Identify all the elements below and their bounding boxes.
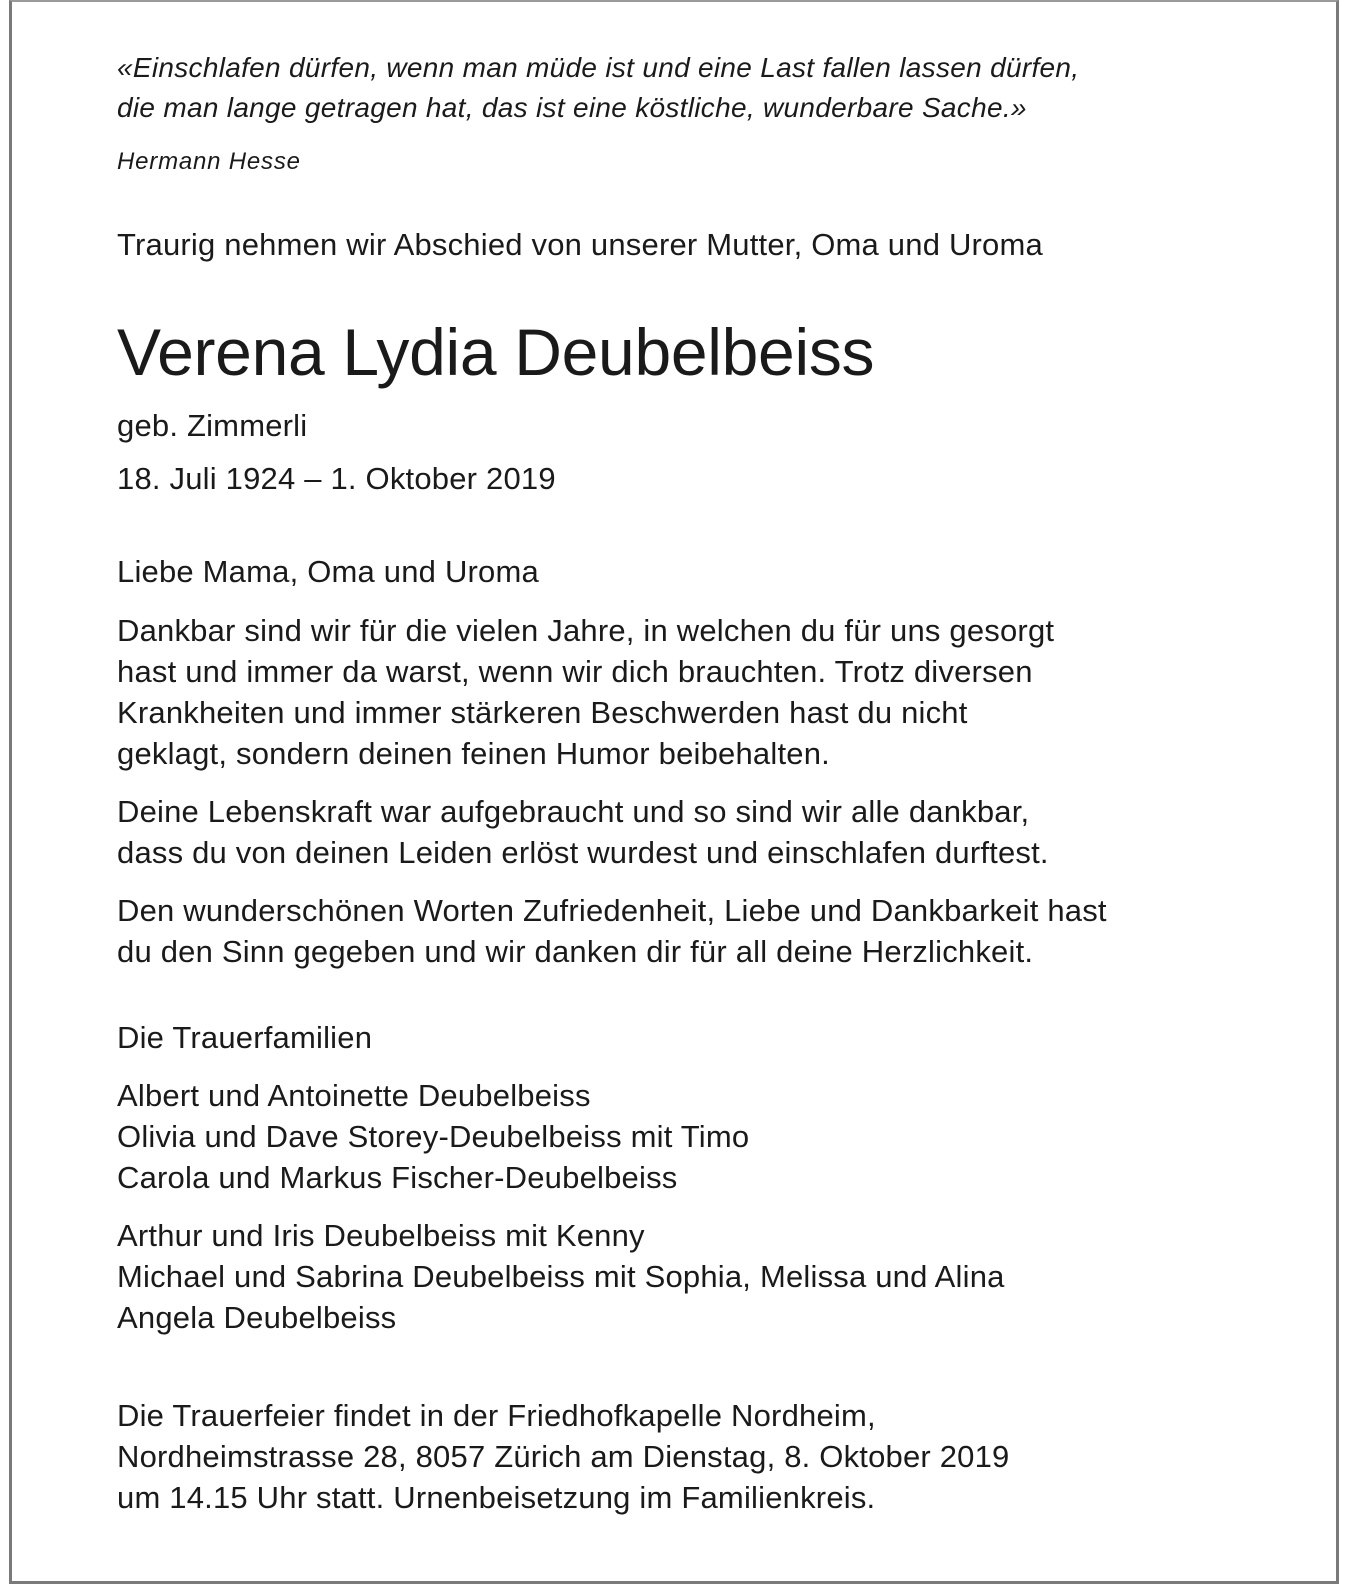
ceremony-line: um 14.15 Uhr statt. Urnenbeisetzung im Familienkreis. — [117, 1480, 876, 1515]
mourner-line: Angela Deubelbeiss — [117, 1300, 397, 1335]
paragraph-line: geklagt, sondern deinen feinen Humor beibehalten. — [117, 736, 830, 771]
mourner-line: Albert und Antoinette Deubelbeiss — [117, 1078, 591, 1113]
mourner-line: Arthur und Iris Deubelbeiss mit Kenny — [117, 1218, 645, 1253]
quote-line-2: die man lange getragen hat, das ist eine köstliche, wunderbare Sache.» — [117, 92, 1027, 123]
paragraph-line: Krankheiten und immer stärkeren Beschwerden hast du nicht — [117, 695, 968, 730]
paragraph-line: dass du von deinen Leiden erlöst wurdest und einschlafen durftest. — [117, 835, 1049, 870]
mourner-line: Olivia und Dave Storey-Deubelbeiss mit Timo — [117, 1119, 750, 1154]
paragraph-line: Den wunderschönen Worten Zufriedenheit, Liebe und Dankbarkeit hast — [117, 893, 1107, 928]
life-dates: 18. Juli 1924 – 1. Oktober 2019 — [117, 461, 556, 496]
paragraph-line: Deine Lebenskraft war aufgebraucht und so sind wir alle dankbar, — [117, 794, 1030, 829]
intro-text: Traurig nehmen wir Abschied von unserer Mutter, Oma und Uroma — [117, 227, 1043, 262]
mourner-line: Michael und Sabrina Deubelbeiss mit Sophia, Melissa und Alina — [117, 1259, 1005, 1294]
mourners-heading: Die Trauerfamilien — [117, 1020, 373, 1055]
quote-author: Hermann Hesse — [117, 148, 301, 175]
paragraph-line: hast und immer da warst, wenn wir dich brauchten. Trotz diversen — [117, 654, 1033, 689]
ceremony-line: Die Trauerfeier findet in der Friedhofkapelle Nordheim, — [117, 1398, 876, 1433]
salutation: Liebe Mama, Oma und Uroma — [117, 554, 539, 589]
ceremony-line: Nordheimstrasse 28, 8057 Zürich am Dienstag, 8. Oktober 2019 — [117, 1439, 1010, 1474]
mourner-line: Carola und Markus Fischer-Deubelbeiss — [117, 1160, 678, 1195]
paragraph-line: du den Sinn gegeben und wir danken dir für all deine Herzlichkeit. — [117, 934, 1034, 969]
birth-name: geb. Zimmerli — [117, 408, 308, 443]
paragraph-line: Dankbar sind wir für die vielen Jahre, in welchen du für uns gesorgt — [117, 613, 1055, 648]
quote-line-1: «Einschlafen dürfen, wenn man müde ist und eine Last fallen lassen dürfen, — [117, 52, 1080, 83]
deceased-name: Verena Lydia Deubelbeiss — [117, 315, 875, 389]
